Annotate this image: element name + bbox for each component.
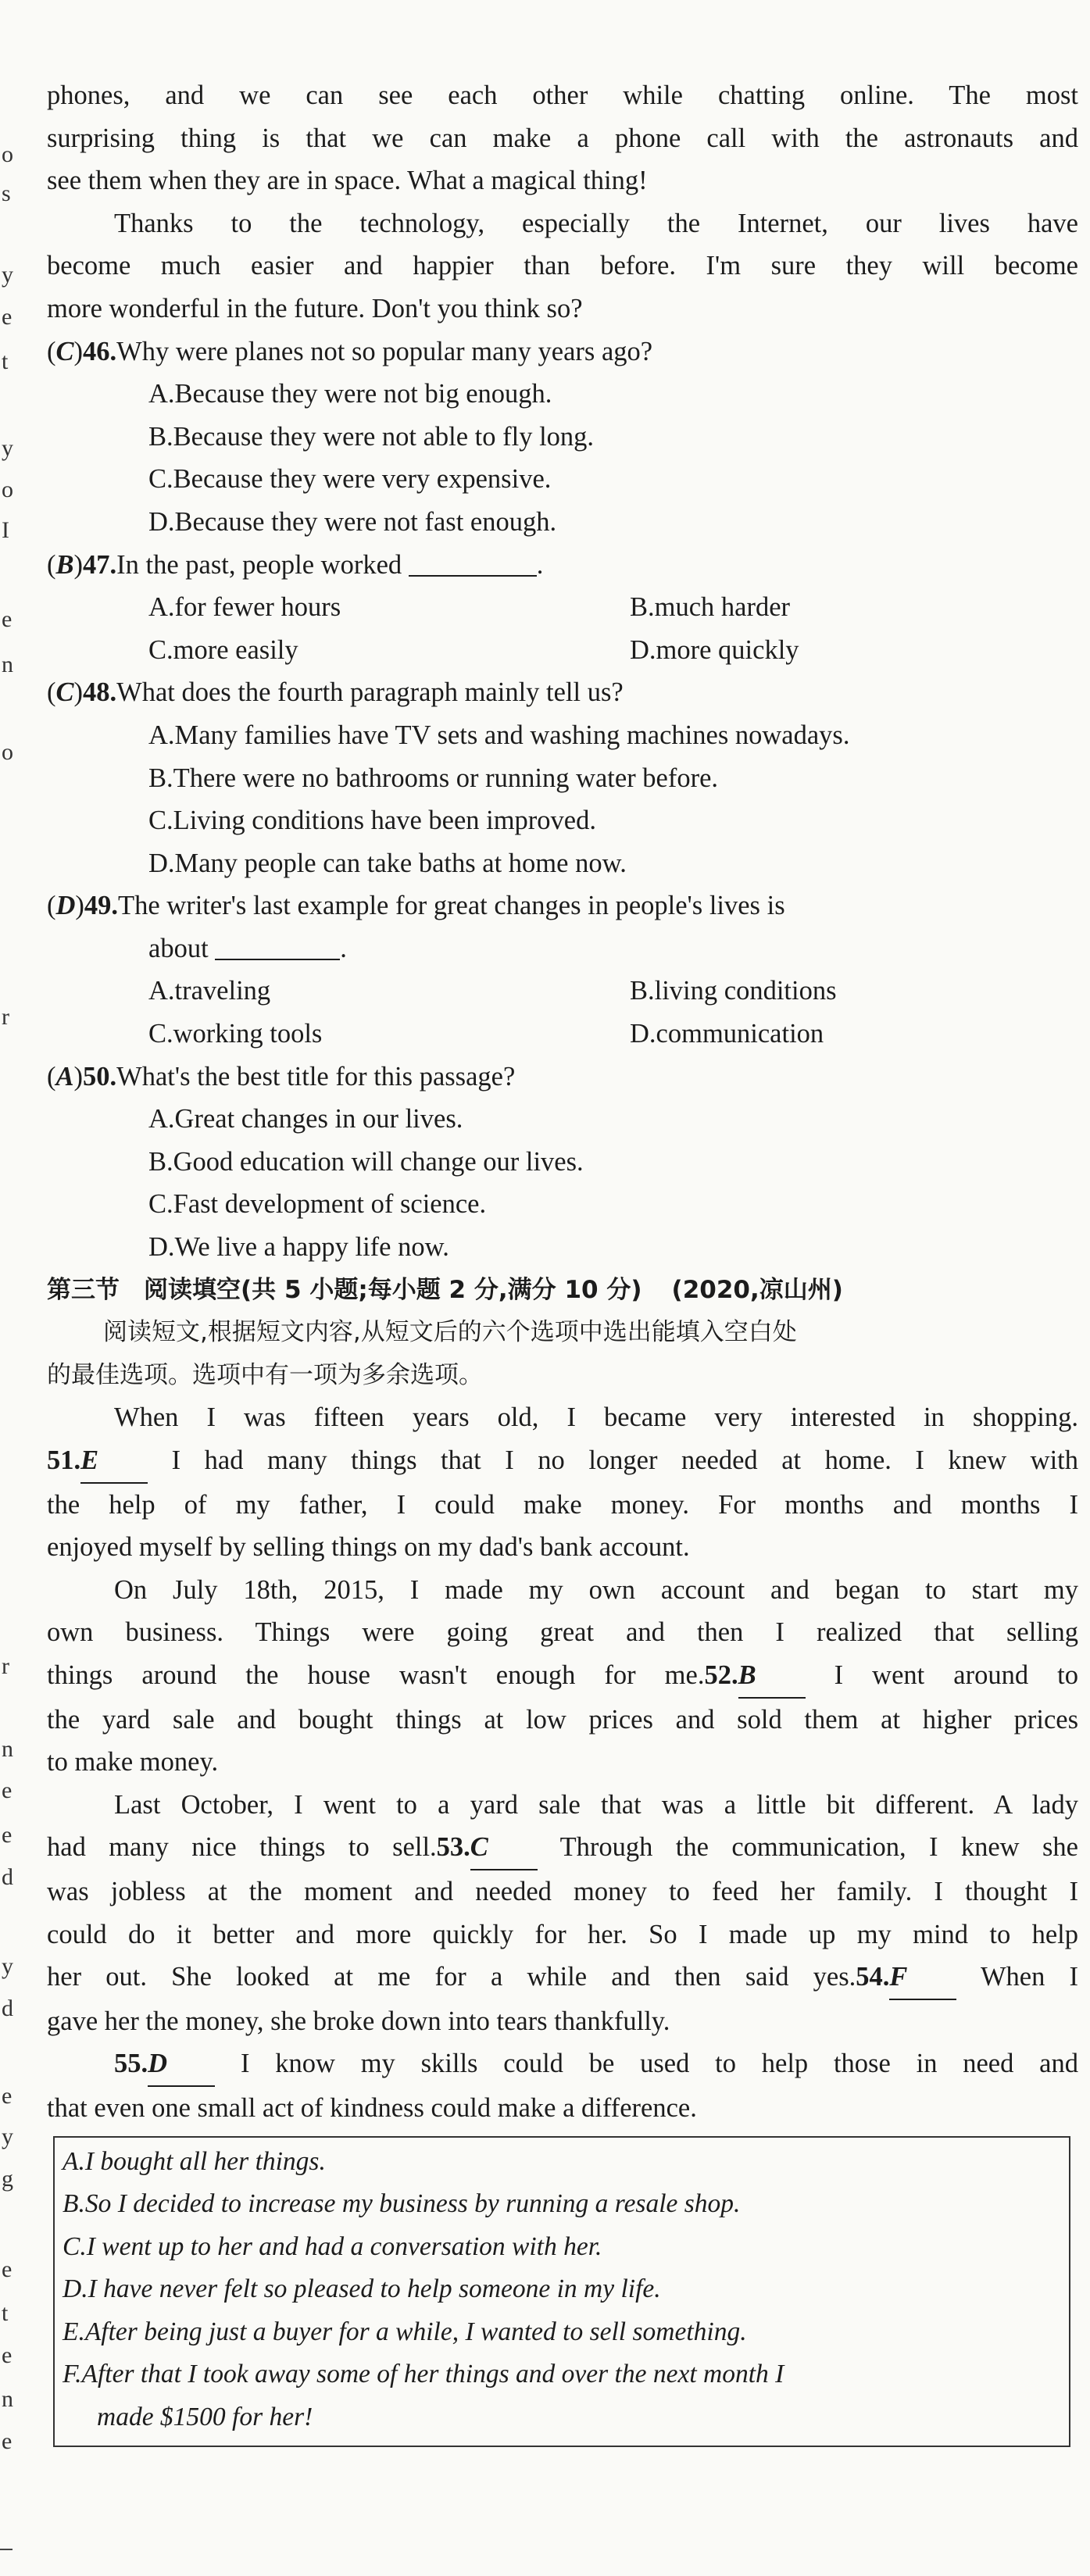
q46-option-a: A.Because they were not big enough.: [148, 379, 552, 409]
q49-option-b: B.living conditions: [630, 976, 837, 1006]
q49-option-c: C.working tools: [148, 1019, 323, 1049]
gutter-mark: y: [2, 262, 13, 288]
gutter-mark: o: [2, 141, 13, 167]
q47-blank: [409, 548, 537, 577]
q50-option-a: A.Great changes in our lives.: [148, 1104, 463, 1134]
q47-options-row-1: [47, 586, 1078, 629]
passage-line-9: to make money.: [47, 1747, 219, 1777]
intro-line-1: phones, and we can see each other while chatting online. The most: [47, 80, 1078, 110]
passage-line-12: was jobless at the moment and needed money to feed her family. I thought I: [47, 1876, 1078, 1906]
q49-options-row-1: [47, 970, 1078, 1013]
left-gutter-cut-text: [0, 0, 31, 2576]
passage-line-6: own business. Things were going great and then I realized that selling: [47, 1617, 1078, 1648]
answer-46: C: [55, 336, 74, 366]
q49-option-a: A.traveling: [148, 976, 271, 1006]
passage-line-7: things around the house wasn't enough for me.52.B I went around to: [47, 1654, 1078, 1699]
q47-option-b: B.much harder: [630, 592, 791, 623]
gutter-mark: n: [2, 652, 13, 677]
question-47: (B)47.In the past, people worked .: [47, 549, 544, 580]
passage-line-3: the help of my father, I could make money. For months and months I: [47, 1489, 1078, 1520]
thanks-line-2: become much easier and happier than before. I'm sure they will become: [47, 251, 1078, 281]
q46-option-c: C.Because they were very expensive.: [148, 464, 552, 495]
question-49: (D)49.The writer's last example for great changes in people's lives is: [47, 891, 785, 921]
answer-47: B: [55, 549, 74, 580]
q50-option-b: B.Good education will change our lives.: [148, 1146, 584, 1177]
gutter-mark: g: [2, 2166, 13, 2192]
blank-55: D: [148, 2042, 215, 2087]
q47-option-d: D.more quickly: [630, 634, 799, 665]
passage-line-17: that even one small act of kindness could make a difference.: [47, 2092, 697, 2123]
q47-option-c: C.more easily: [148, 634, 298, 665]
gutter-dash: [0, 2549, 13, 2550]
gutter-mark: d: [2, 1995, 13, 2021]
options-box: [53, 2136, 1070, 2447]
gutter-mark: e: [2, 2428, 13, 2454]
answer-49: D: [55, 891, 76, 921]
instruction-line-2: 的最佳选项。选项中有一项为多余选项。: [47, 1360, 483, 1389]
passage-line-15: gave her the money, she broke down into tears thankfully.: [47, 2006, 670, 2036]
gutter-mark: y: [2, 1953, 13, 1979]
option-f-cont: made $1500 for her!: [97, 2403, 313, 2432]
gutter-mark: r: [2, 1653, 9, 1679]
intro-line-2: surprising thing is that we can make a phone call with the astronauts and: [47, 123, 1078, 153]
passage-line-2: 51.E I had many things that I no longer needed at home. I knew with: [47, 1439, 1078, 1484]
gutter-mark: t: [2, 2300, 9, 2326]
q49-options-row-2: [47, 1013, 1078, 1056]
passage-line-10: Last October, I went to a yard sale that was a little bit different. A lady: [114, 1789, 1078, 1820]
gutter-mark: y: [2, 435, 13, 461]
thanks-line-1: Thanks to the technology, especially the Internet, our lives have: [114, 208, 1078, 238]
q48-option-b: B.There were no bathrooms or running water before.: [148, 763, 719, 793]
passage-line-14: her out. She looked at me for a while and then said yes.54.F When I: [47, 1956, 1078, 2000]
passage-line-13: could do it better and more quickly for her. So I made up my mind to help: [47, 1919, 1078, 1949]
blank-53: C: [470, 1826, 538, 1870]
question-46: (C)46.Why were planes not so popular many years ago?: [47, 336, 653, 366]
blank-51: E: [80, 1439, 148, 1484]
passage-line-8: the yard sale and bought things at low prices and sold them at higher prices: [47, 1704, 1078, 1735]
option-b: B.So I decided to increase my business by running a resale shop.: [63, 2189, 741, 2219]
q48-option-d: D.Many people can take baths at home now.: [148, 848, 627, 878]
answer-48: C: [55, 677, 74, 708]
thanks-line-3: more wonderful in the future. Don't you think so?: [47, 293, 583, 323]
gutter-mark: y: [2, 2124, 13, 2149]
option-e: E.After being just a buyer for a while, I wanted to sell something.: [63, 2317, 747, 2346]
gutter-mark: I: [2, 517, 9, 543]
option-f: F.After that I took away some of her things and over the next month I: [63, 2360, 784, 2389]
gutter-mark: e: [2, 2083, 13, 2109]
option-a: A.I bought all her things.: [63, 2146, 326, 2176]
answer-50: A: [55, 1061, 74, 1091]
option-c: C.I went up to her and had a conversation with her.: [63, 2231, 602, 2261]
question-49-cont: about .: [148, 933, 347, 963]
gutter-mark: d: [2, 1864, 13, 1890]
gutter-mark: e: [2, 1777, 13, 1803]
q47-option-a: A.for fewer hours: [148, 592, 341, 623]
q46-option-b: B.Because they were not able to fly long.: [148, 421, 595, 452]
gutter-mark: t: [2, 348, 9, 374]
option-d: D.I have never felt so pleased to help someone in my life.: [63, 2274, 661, 2304]
gutter-mark: o: [2, 477, 13, 502]
gutter-mark: r: [2, 1004, 9, 1030]
blank-52: B: [738, 1654, 806, 1699]
q46-option-d: D.Because they were not fast enough.: [148, 506, 557, 537]
q48-option-a: A.Many families have TV sets and washing machines nowadays.: [148, 720, 850, 750]
gutter-mark: o: [2, 739, 13, 765]
passage-line-5: On July 18th, 2015, I made my own account and began to start my: [114, 1574, 1078, 1605]
passage-line-4: enjoyed myself by selling things on my dad's bank account.: [47, 1532, 690, 1563]
instruction-line-1: 阅读短文,根据短文内容,从短文后的六个选项中选出能填入空白处: [103, 1318, 797, 1347]
blank-54: F: [889, 1956, 956, 2000]
q50-option-d: D.We live a happy life now.: [148, 1232, 449, 1263]
gutter-mark: e: [2, 1822, 13, 1848]
q48-option-c: C.Living conditions have been improved.: [148, 806, 596, 836]
gutter-mark: e: [2, 2256, 13, 2282]
question-50: (A)50.What's the best title for this passage?: [47, 1061, 516, 1091]
section-3-heading: 第三节 阅读填空(共 5 小题;每小题 2 分,满分 10 分) (2020,凉山州): [47, 1275, 843, 1304]
q50-option-c: C.Fast development of science.: [148, 1189, 487, 1220]
q49-blank: [215, 932, 340, 960]
q49-option-d: D.communication: [630, 1019, 824, 1049]
passage-line-1: When I was fifteen years old, I became very interested in shopping.: [114, 1402, 1078, 1433]
section-3-source: (2020,凉山州): [671, 1275, 843, 1304]
passage-line-11: had many nice things to sell.53.C Through the communication, I knew she: [47, 1826, 1078, 1870]
gutter-mark: n: [2, 2386, 13, 2412]
passage-line-16: 55.D I know my skills could be used to help those in need and: [47, 2042, 1078, 2087]
gutter-mark: e: [2, 606, 13, 632]
gutter-mark: n: [2, 1736, 13, 1762]
intro-line-3: see them when they are in space. What a magical thing!: [47, 166, 648, 196]
q47-options-row-2: [47, 629, 1078, 672]
worksheet-page: [47, 74, 1078, 2447]
gutter-mark: e: [2, 2342, 13, 2368]
gutter-mark: s: [2, 180, 11, 206]
question-48: (C)48.What does the fourth paragraph mainly tell us?: [47, 677, 624, 708]
gutter-mark: e: [2, 304, 13, 330]
